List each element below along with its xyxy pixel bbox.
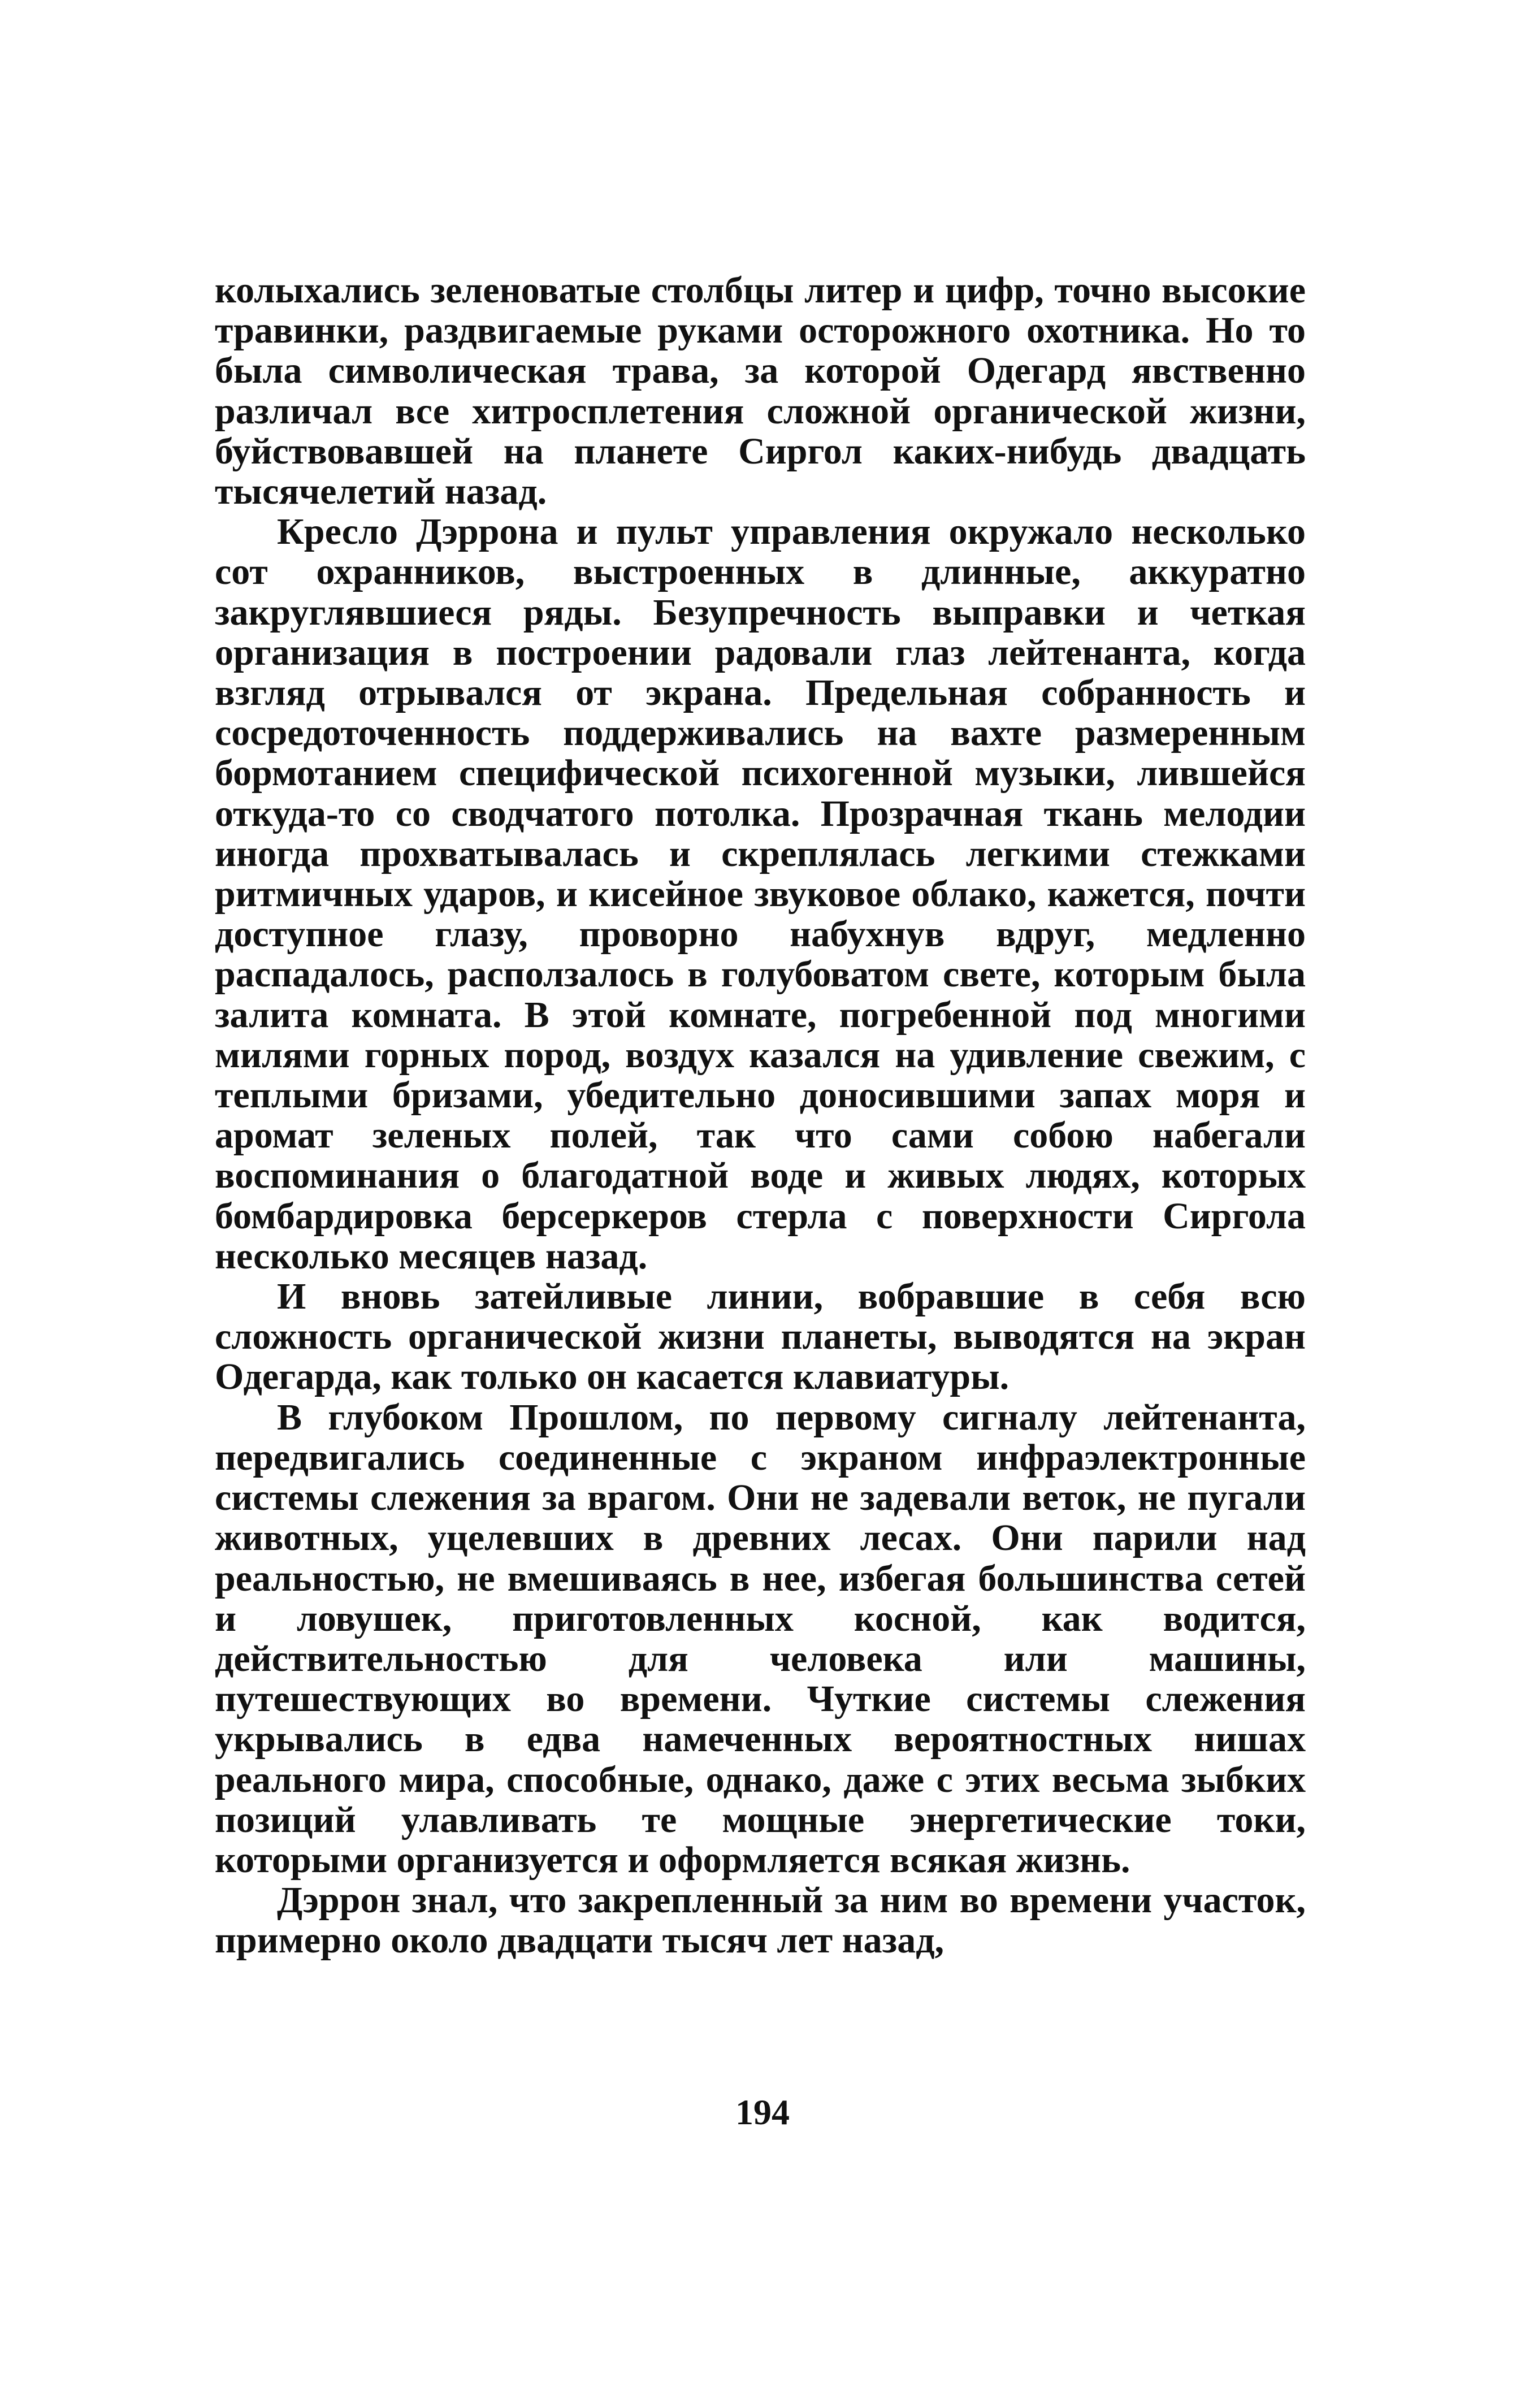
paragraph: Дэррон знал, что закрепленный за ним во времени участок, примерно около двадцати тысяч лет назад, [215, 1879, 1306, 1961]
paragraph: И вновь затейливые линии, вобравшие в себя всю сложность органической жизни планеты, выводятся на экран Одегарда, как только он касается клавиатуры. [215, 1276, 1306, 1398]
paragraph: В глубоком Прошлом, по первому сигналу лейтенанта, передвигались соединенные с экраном инфраэлектронные системы слежения за врагом. Они не задевали веток, не пугали животных, уцелевших в древних лесах. Они парили над реальностью, не вмешиваясь в нее, избегая большинства сетей и ловушек, приготовленных косной, как водится, действительностью для человека или машины, путешествующих во времени. Чуткие системы слежения укрывались в едва намеченных вероятностных нишах реального мира, способные, однако, даже с этих весьма зыбких позиций улавливать те мощные энергетические токи, которыми организуется и оформляется всякая жизнь. [215, 1396, 1306, 1881]
body-text [215, 270, 1306, 1961]
paragraph: Кресло Дэррона и пульт управления окружало несколько сот охранников, выстроенных в длинные, аккуратно закруглявшиеся ряды. Безупречность выправки и четкая организация в построении радовали глаз лейтенанта, когда взгляд отрывался от экрана. Предельная собранность и сосредоточенность поддерживались на вахте размеренным бормотанием специфической психогенной музыки, лившейся откуда-то со сводчатого потолка. Прозрачная ткань мелодии иногда прохватывалась и скреплялась легкими стежками ритмичных ударов, и кисейное звуковое облако, кажется, почти доступное глазу, проворно набухнув вдруг, медленно распадалось, расползалось в голубоватом свете, которым была залита комната. В этой комнате, погребенной под многими милями горных пород, воздух казался на удивление свежим, с теплыми бризами, убедительно доносившими запах моря и аромат зеленых полей, так что сами собою набегали воспоминания о благодатной воде и живых людях, которых бомбардировка берсеркеров стерла с поверхности Сиргола несколько месяцев назад. [215, 511, 1306, 1277]
paragraph-continued: колыхались зеленоватые столбцы литер и цифр, точно высокие травинки, раздвигаемые руками осторожного охотника. Но то была символическая трава, за которой Одегард явственно различал все хитросплетения сложной органической жизни, буйствовавшей на планете Сиргол каких-нибудь двадцать тысячелетий назад. [215, 270, 1306, 513]
page-number: 194 [735, 2092, 790, 2132]
